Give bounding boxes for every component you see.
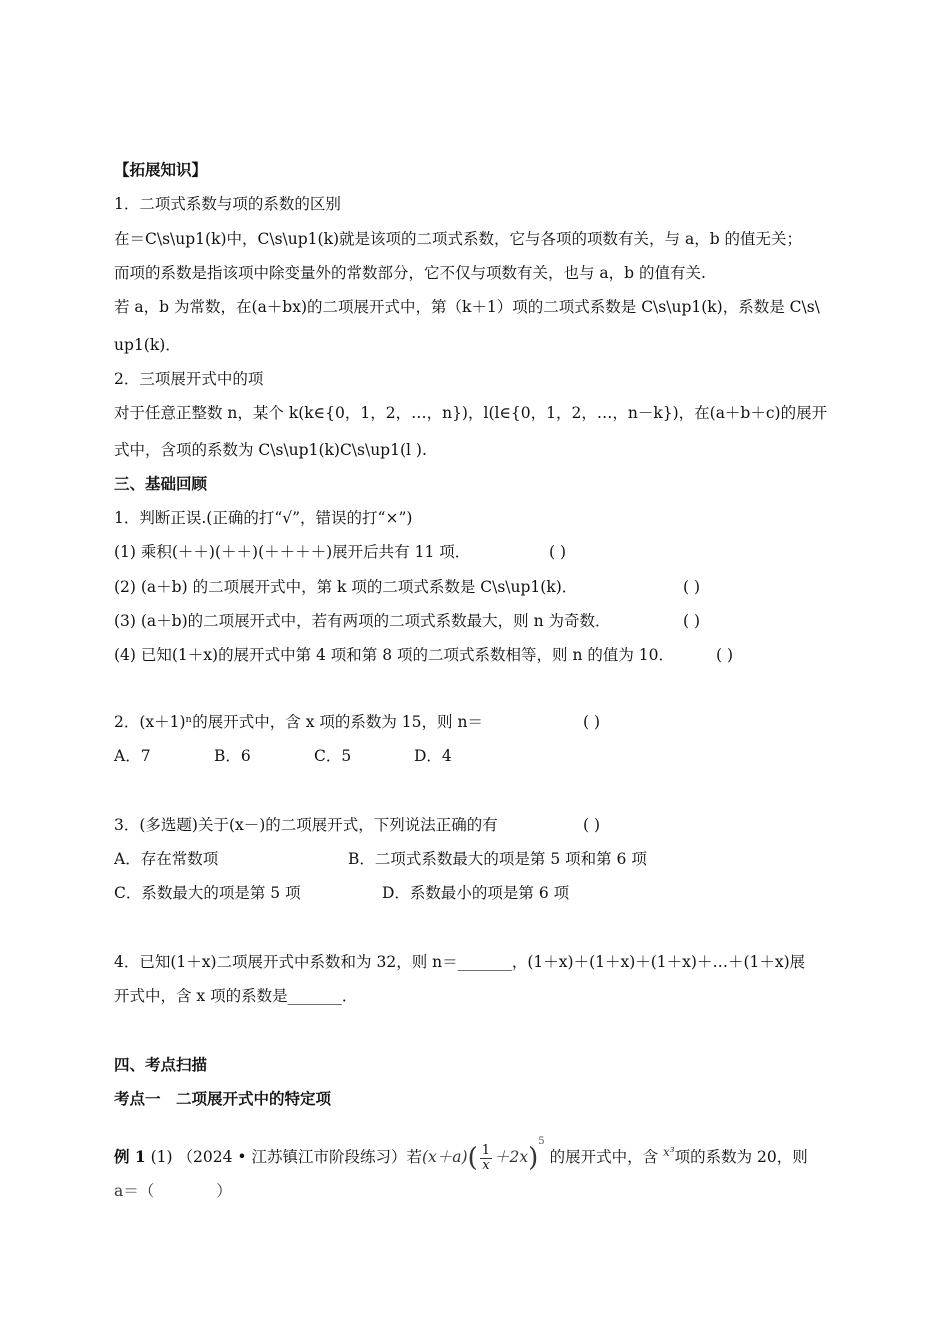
q3-option-b: B．二项式系数最大的项是第 5 项和第 6 项 xyxy=(348,850,647,868)
q2-option-c: C．5 xyxy=(314,747,352,765)
q4-line2: 开式中，含 x 项的系数是_______． xyxy=(114,987,358,1005)
example-fraction xyxy=(480,1144,492,1173)
extension-heading: 【拓展知识】 xyxy=(114,160,208,179)
q1-item-1: (1) 乘积(＋＋)(＋＋)(＋＋＋＋)展开后共有 11 项． xyxy=(114,543,471,561)
q1-item-3-answer-paren: ( ) xyxy=(683,612,701,630)
example-end: 项的系数为 20，则 xyxy=(674,1148,808,1166)
q1-item-4-answer-paren: ( ) xyxy=(716,646,734,664)
q1-item-4: (4) 已知(1＋x)的展开式中第 4 项和第 8 项的二项式系数相等，则 n 的值为 10． xyxy=(114,646,675,664)
item2-title: 2．三项展开式中的项 xyxy=(114,370,264,388)
item1-line1: 在＝C\s\up1(k)中，C\s\up1(k)就是该项的二项式系数，它与各项的项数有关，与 a，b 的值无关； xyxy=(114,230,803,248)
q1-item-3: (3) (a＋b)的二项展开式中，若有两项的二项式系数最大，则 n 为奇数． xyxy=(114,612,611,630)
q4-line1: 4．已知(1＋x)二项展开式中系数和为 32，则 n＝_______，(1＋x)＋(1＋x)＋(1＋x)＋…＋(1＋x)展 xyxy=(114,953,806,971)
q1-title: 1．判断正误.(正确的打“√”，错误的打“×”) xyxy=(114,509,413,527)
right-big-paren: ) xyxy=(528,1143,539,1173)
fraction-denominator: x xyxy=(482,1157,490,1173)
item1-line2: 而项的系数是指该项中除变量外的常数部分，它不仅与项数有关，也与 a，b 的值有关. xyxy=(114,264,706,282)
item1-title: 1．二项式系数与项的系数的区别 xyxy=(114,195,341,213)
example-expr-left: (x＋a) xyxy=(421,1148,468,1166)
scan-heading: 四、考点扫描 xyxy=(114,1055,208,1074)
item1-line3: 若 a，b 为常数，在(a＋bx)的二项展开式中，第（k＋1）项的二项式系数是 C\s\up1(k)，系数是 C\s\ xyxy=(114,298,820,316)
example-part: (1) xyxy=(150,1148,173,1166)
example-tail: 的展开式中，含 xyxy=(549,1148,659,1166)
item1-line4: up1(k)． xyxy=(114,336,181,354)
q3-option-a: A．存在常数项 xyxy=(114,850,219,868)
example-1-line xyxy=(114,1124,808,1173)
key-point-1: 考点一 二项展开式中的特定项 xyxy=(114,1089,332,1108)
review-heading: 三、基础回顾 xyxy=(114,474,208,493)
item2-line1: 对于任意正整数 n，某个 k(k∈{0，1，2，…，n})，l(l∈{0，1，2，…，n－k})，在(a＋b＋c)的展开 xyxy=(114,404,828,422)
example-answer-blank: a＝（ ） xyxy=(114,1182,232,1200)
q2-title: 2．(x＋1)ⁿ的展开式中，含 x 项的系数为 15，则 n＝ xyxy=(114,713,483,731)
q2-option-b: B．6 xyxy=(214,747,251,765)
q2-answer-paren: ( ) xyxy=(583,713,601,731)
q3-answer-paren: ( ) xyxy=(583,816,601,834)
q3-option-d: D．系数最小的项是第 6 项 xyxy=(382,884,570,902)
example-source: （2024 • 江苏镇江市阶段练习）若 xyxy=(177,1148,422,1166)
q1-item-2-answer-paren: ( ) xyxy=(683,578,701,596)
fraction-numerator: 1 xyxy=(481,1142,490,1158)
q1-item-1-answer-paren: ( ) xyxy=(549,543,567,561)
q1-item-2: (2) (a＋b) 的二项展开式中，第 k 项的二项式系数是 C\s\up1(k)． xyxy=(114,578,578,596)
example-expr-right: ＋2x xyxy=(494,1148,529,1166)
example-term: x³ xyxy=(663,1145,675,1159)
item2-line2: 式中，含项的系数为 C\s\up1(k)C\s\up1(l ).​ xyxy=(114,441,427,459)
q3-title: 3．(多选题)关于(x－)的二项展开式，下列说法正确的有 xyxy=(114,816,498,834)
q3-option-c: C．系数最大的项是第 5 项 xyxy=(114,884,301,902)
q2-option-a: A．7 xyxy=(114,747,151,765)
example-label: 例 1 xyxy=(114,1147,146,1166)
left-big-paren: ( xyxy=(467,1143,478,1173)
example-exponent: 5 xyxy=(538,1136,545,1147)
q2-option-d: D．4 xyxy=(414,747,452,765)
